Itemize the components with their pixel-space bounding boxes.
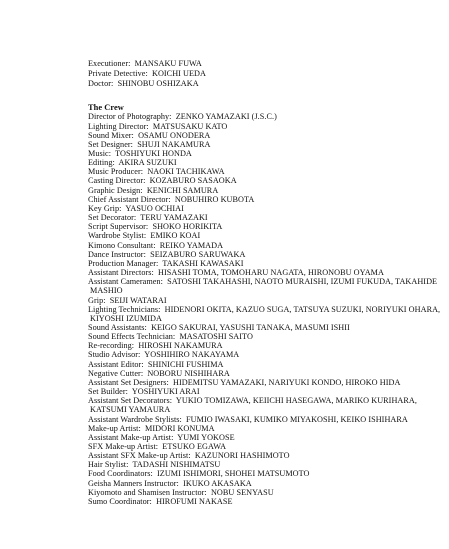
crew-role: Studio Advisor: [88, 350, 141, 360]
crew-name: YUMI YOKOSE [177, 432, 235, 442]
crew-entry [88, 378, 444, 387]
crew-role: Lighting Director: [88, 121, 149, 131]
crew-name: YOSHIHIRO NAKAYAMA [144, 350, 240, 360]
crew-entry [88, 268, 444, 277]
crew-role: Director of Photography: [88, 112, 172, 122]
crew-role: Editing: [88, 158, 115, 168]
cast-entry [88, 59, 206, 69]
crew-name: SEIJI WATARAI [109, 295, 167, 305]
crew-name: SHINICHI FUSHIMA [147, 359, 224, 369]
crew-name: KENICHI SAMURA [146, 185, 219, 195]
crew-name: HIDENORI OKITA, KAZUO SUGA, TATSUYA SUZUKI, NORIYUKI OHARA, KIYOSHI IZUMIDA [90, 304, 441, 323]
crew-entry [88, 387, 444, 396]
crew-entry [88, 415, 444, 424]
crew-role: Casting Director: [88, 176, 146, 186]
crew-entry [88, 469, 444, 478]
cast-entry [88, 69, 206, 79]
crew-entry [88, 305, 444, 323]
crew-entry [88, 250, 444, 259]
crew-entry [88, 332, 444, 341]
crew-role: Assistant Set Decorators: [88, 396, 173, 406]
crew-role: Assistant SFX Make-up Artist: [88, 451, 191, 461]
crew-name: MATSUSAKU KATO [152, 121, 228, 131]
crew-name: SHOKO HORIKITA [152, 222, 223, 232]
crew-role: Make-up Artist: [88, 423, 141, 433]
crew-role: Lighting Technicians: [88, 304, 161, 314]
crew-name: IZUMI ISHIMORI, SHOHEI MATSUMOTO [157, 469, 310, 479]
crew-entry [88, 112, 444, 121]
crew-name: ZENKO YAMAZAKI (J.S.C.) [175, 112, 277, 122]
crew-name: TAKASHI KAWASAKI [162, 258, 244, 268]
crew-name: TOSHIYUKI HONDA [115, 149, 192, 159]
crew-name: KOZABURO SASAOKA [149, 176, 237, 186]
crew-role: Chief Assistant Director: [88, 194, 171, 204]
crew-entry [88, 323, 444, 332]
crew-name: HIDEMITSU YAMAZAKI, NARIYUKI KONDO, HIROKO HIDA [173, 377, 401, 387]
crew-heading: The Crew [88, 103, 124, 112]
crew-entry [88, 241, 444, 250]
crew-name: YUKIO TOMIZAWA, KEIICHI HASEGAWA, MARIKO KURIHARA, KATSUMI YAMAURA [90, 396, 417, 415]
crew-role: Sound Mixer: [88, 130, 134, 140]
crew-role: Music: [88, 149, 112, 159]
crew-role: Kimono Consultant: [88, 240, 156, 250]
crew-role: Grip: [88, 295, 106, 305]
crew-entry [88, 131, 444, 140]
cast-entry [88, 79, 206, 89]
crew-role: Set Builder: [88, 387, 128, 397]
crew-entry [88, 158, 444, 167]
crew-entry [88, 424, 444, 433]
crew-entry [88, 442, 444, 451]
crew-name: HIROSHI NAKAMURA [138, 341, 223, 351]
crew-entry [88, 350, 444, 359]
crew-name: SATOSHI TAKAHASHI, NAOTO MURAISHI, IZUMI FUKUDA, TAKAHIDE MASHIO [90, 277, 438, 296]
crew-name: SEIZABURO SARUWAKA [150, 249, 246, 259]
crew-entry [88, 222, 444, 231]
crew-entry [88, 167, 444, 176]
crew-role: Sound Assistants: [88, 322, 147, 332]
crew-role: Negative Cutter: [88, 368, 144, 378]
crew-entry [88, 433, 444, 442]
crew-role: Assistant Cameramen: [88, 277, 163, 287]
crew-role: Assistant Wardrobe Stylists: [88, 414, 182, 424]
crew-role: Assistant Directors: [88, 268, 154, 278]
crew-entry [88, 360, 444, 369]
crew-role: Kiyomoto and Shamisen Instructor: [88, 487, 207, 497]
crew-entry [88, 460, 444, 469]
crew-name: TERU YAMAZAKI [140, 213, 208, 223]
crew-name: NAOKI TACHIKAWA [147, 167, 225, 177]
crew-entry [88, 176, 444, 185]
crew-name: NOBUHIRO KUBOTA [174, 194, 255, 204]
crew-entry [88, 231, 444, 240]
crew-name: KEIGO SAKURAI, YASUSHI TANAKA, MASUMI ISHII [151, 322, 350, 332]
crew-entry [88, 451, 444, 460]
cast-list [88, 59, 206, 90]
crew-role: Re-recording: [88, 341, 135, 351]
crew-name: HIROFUMI NAKASE [156, 496, 233, 506]
crew-entry [88, 259, 444, 268]
crew-role: Set Decorator: [88, 213, 137, 223]
crew-role: Hair Stylist: [88, 460, 129, 470]
crew-role: Key Grip: [88, 203, 122, 213]
crew-role: Sound Effects Technician: [88, 332, 176, 342]
crew-name: YASUO OCHIAI [125, 203, 184, 213]
crew-role: Geisha Manners Instructor: [88, 478, 179, 488]
crew-list [88, 112, 444, 506]
crew-entry [88, 195, 444, 204]
crew-name: MASATOSHI SAITO [179, 332, 253, 342]
crew-role: Dance Instructor: [88, 249, 146, 259]
crew-role: SFX Make-up Artist: [88, 442, 159, 452]
crew-entry [88, 122, 444, 131]
crew-role: Assistant Make-up Artist: [88, 432, 174, 442]
crew-role: Assistant Set Designers: [88, 377, 169, 387]
crew-name: OSAMU ONODERA [138, 130, 211, 140]
cast-name: MANSAKU FUWA [134, 59, 202, 68]
crew-role: Music Producer: [88, 167, 144, 177]
crew-entry [88, 497, 444, 506]
cast-role: Doctor: [88, 79, 114, 89]
crew-name: NOBU SENYASU [210, 487, 274, 497]
crew-name: EMIKO KOAI [150, 231, 201, 241]
crew-entry [88, 369, 444, 378]
crew-role: Sumo Coordinator: [88, 496, 152, 506]
crew-name: AKIRA SUZUKI [118, 158, 177, 168]
crew-entry [88, 341, 444, 350]
crew-role: Wardrobe Stylist: [88, 231, 147, 241]
crew-section [88, 103, 444, 506]
cast-name: KOICHI UEDA [151, 69, 206, 79]
crew-entry [88, 213, 444, 222]
crew-name: REIKO YAMADA [159, 240, 224, 250]
crew-role: Production Manager: [88, 258, 159, 268]
crew-name: SHUJI NAKAMURA [137, 139, 211, 149]
crew-name: YOSHIYUKI ARAI [131, 387, 200, 397]
crew-entry [88, 396, 444, 414]
crew-name: IKUKO AKASAKA [183, 478, 252, 488]
cast-name: SHINOBU OSHIZAKA [117, 79, 199, 89]
crew-entry [88, 186, 444, 195]
crew-role: Assistant Editor: [88, 359, 144, 369]
cast-role: Private Detective: [88, 69, 148, 79]
crew-entry [88, 479, 444, 488]
crew-name: FUMIO IWASAKI, KUMIKO MIYAKOSHI, KEIKO ISHIHARA [186, 414, 408, 424]
crew-name: HISASHI TOMA, TOMOHARU NAGATA, HIRONOBU OYAMA [158, 268, 384, 278]
cast-role: Executioner: [88, 59, 131, 68]
crew-name: NOBORU NISHIHARA [147, 368, 230, 378]
crew-name: MIDORI KONUMA [145, 423, 215, 433]
crew-role: Food Coordinators: [88, 469, 153, 479]
crew-entry [88, 149, 444, 158]
crew-entry [88, 488, 444, 497]
crew-name: KAZUNORI HASHIMOTO [194, 451, 290, 461]
crew-role: Graphic Design: [88, 185, 143, 195]
crew-role: Script Supervisor: [88, 222, 149, 232]
crew-entry [88, 277, 444, 295]
crew-name: ETSUKO EGAWA [162, 442, 227, 452]
crew-name: TADASHI NISHIMATSU [132, 460, 221, 470]
crew-entry [88, 296, 444, 305]
crew-entry [88, 140, 444, 149]
crew-role: Set Designer: [88, 139, 133, 149]
crew-entry [88, 204, 444, 213]
